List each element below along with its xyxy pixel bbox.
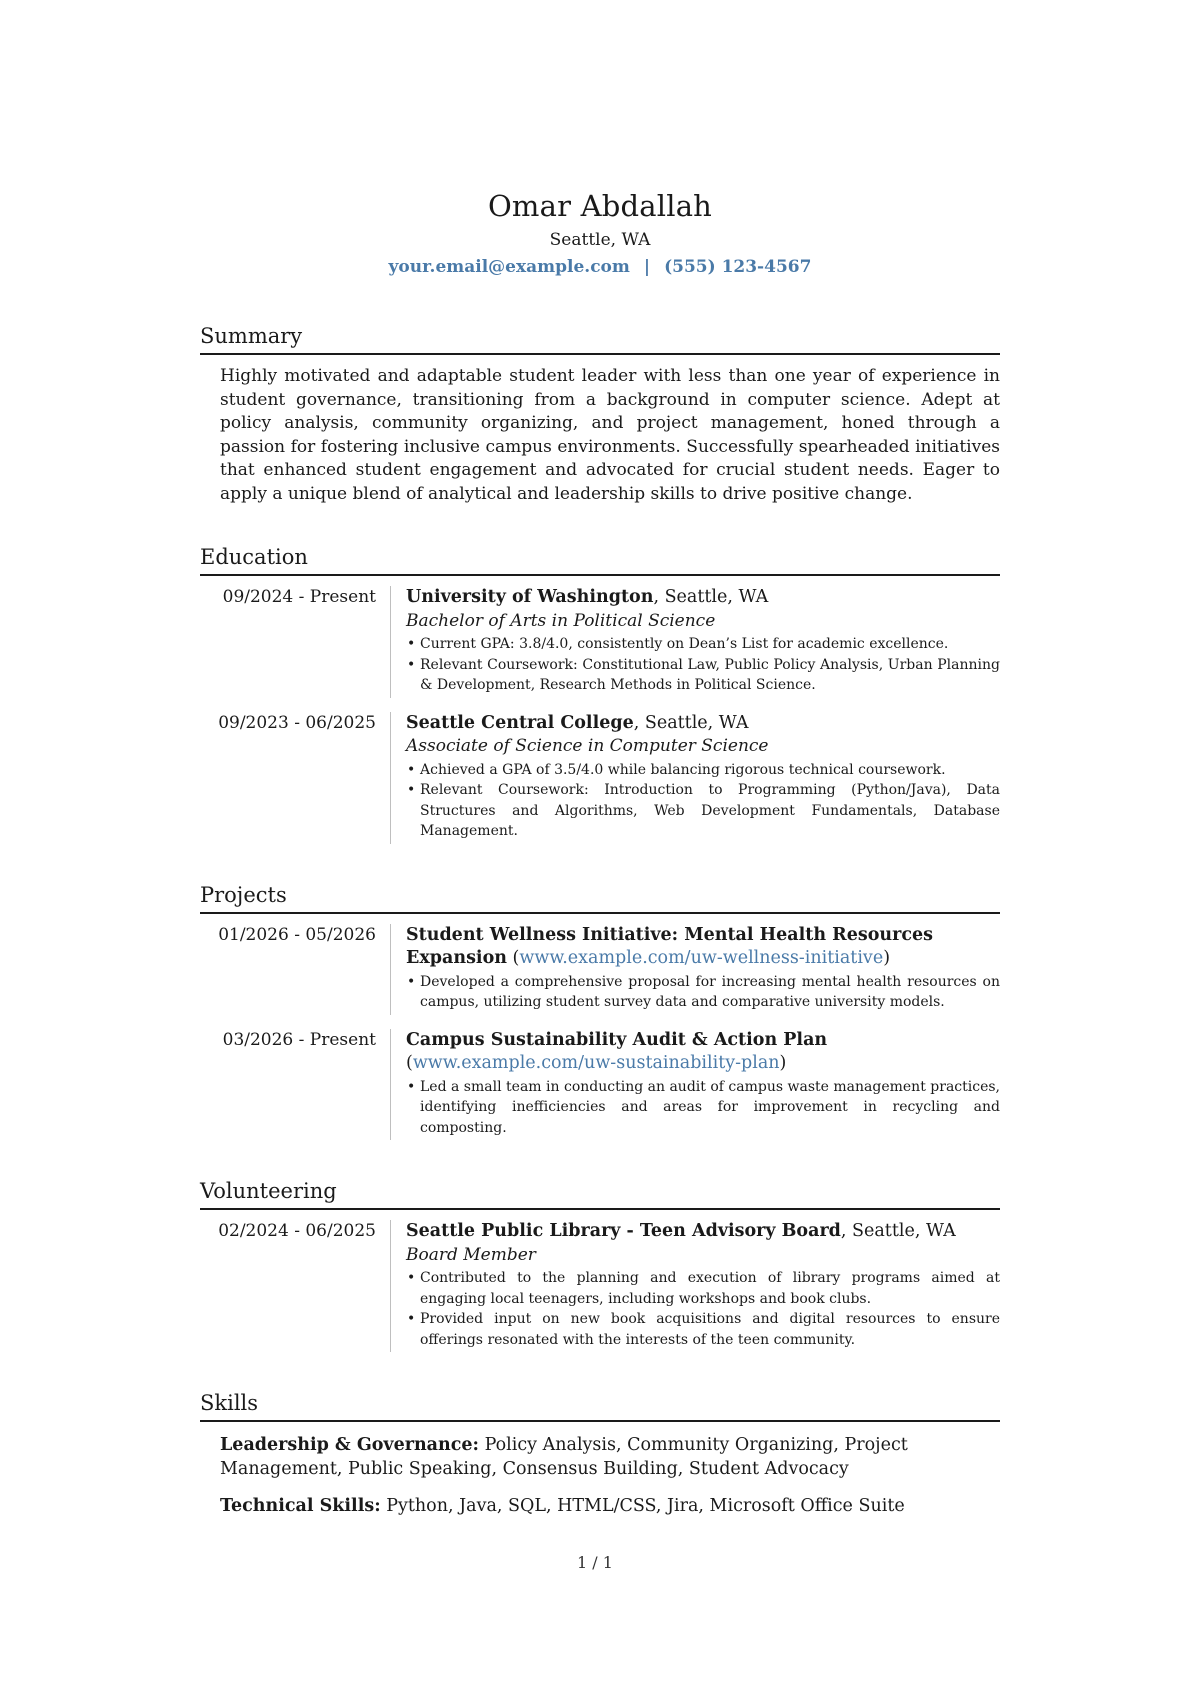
skill-group-items: Policy Analysis, Community Organizing, Project Management, Public Speaking, Consensus Building, Student Advocacy	[220, 1435, 908, 1479]
entry-title	[406, 924, 1000, 971]
skills-heading: Skills	[200, 1388, 1000, 1422]
entry-date: 01/2026 - 05/2026	[218, 924, 376, 945]
education-section	[200, 542, 1000, 844]
institution-name: Seattle Central College	[406, 712, 634, 733]
bullet-list	[406, 760, 1000, 842]
summary-text: Highly motivated and adaptable student leader with less than one year of experience in student governance, transitioning from a background in computer science. Adept at policy analysis, community organizing, and project management, honed through a passion for fostering inclusive campus environments. Successfully spearheaded initiatives that enhanced student engagement and advocated for crucial student needs. Eager to apply a unique blend of analytical and leadership skills to drive positive change.	[220, 366, 1000, 504]
bullet-item: • Relevant Coursework: Constitutional Law, Public Policy Analysis, Urban Planning & Development, Research Methods in Political Science.	[406, 655, 1000, 696]
phone-link[interactable]: (555) 123-4567	[664, 257, 812, 277]
project-title: Student Wellness Initiative: Mental Health Resources Expansion	[406, 924, 933, 968]
education-entry	[200, 712, 1000, 844]
bullet-item: • Developed a comprehensive proposal for increasing mental health resources on campus, utilizing student survey data and comparative university models.	[406, 972, 1000, 1013]
resume-page	[200, 188, 1000, 1533]
skill-group-items: Python, Java, SQL, HTML/CSS, Jira, Microsoft Office Suite	[380, 1496, 905, 1516]
role: Board Member	[406, 1244, 536, 1265]
degree: Associate of Science in Computer Science	[406, 736, 769, 756]
entry-title	[406, 586, 1000, 610]
entry-body	[390, 586, 1000, 698]
project-link[interactable]: www.example.com/uw-sustainability-plan	[412, 1053, 780, 1073]
degree: Bachelor of Arts in Political Science	[406, 610, 716, 631]
institution-place: , Seattle, WA	[633, 712, 749, 733]
entry-date: 09/2023 - 06/2025	[218, 712, 376, 733]
skills-list	[220, 1434, 1000, 1519]
bullet-list	[406, 972, 1000, 1013]
volunteering-entry	[200, 1220, 1000, 1352]
entry-title	[406, 1029, 1000, 1076]
paren-open: (	[406, 1053, 413, 1073]
entry-date: 03/2026 - Present	[222, 1029, 376, 1050]
institution-place: , Seattle, WA	[653, 587, 769, 607]
education-entry	[200, 586, 1000, 698]
bullet-item: • Current GPA: 3.8/4.0, consistently on Dean’s List for academic excellence.	[406, 634, 1000, 655]
candidate-name: Omar Abdallah	[487, 189, 713, 223]
organization-place: , Seattle, WA	[840, 1221, 956, 1241]
entry-body	[390, 924, 1000, 1015]
bullet-item: • Led a small team in conducting an audit of campus waste management practices, identifying inefficiencies and areas for improvement in recycling and composting.	[406, 1077, 1000, 1139]
bullet-list	[406, 1077, 1000, 1139]
summary-heading: Summary	[200, 321, 1000, 355]
email-link[interactable]: your.email@example.com	[388, 257, 630, 277]
summary-section	[200, 321, 1000, 506]
resume-header	[200, 188, 1000, 279]
bullet-item: • Relevant Coursework: Introduction to Programming (Python/Java), Data Structures and Algorithms, Web Development Fundamentals, Database Management.	[406, 780, 1000, 842]
bullet-item: • Provided input on new book acquisitions and digital resources to ensure offerings resonated with the interests of the teen community.	[406, 1309, 1000, 1350]
institution-name: University of Washington	[406, 587, 654, 607]
bullet-list	[406, 634, 1000, 696]
education-heading: Education	[200, 542, 1000, 576]
paren-close: )	[883, 948, 891, 968]
projects-heading: Projects	[200, 880, 1000, 914]
volunteering-section	[200, 1176, 1000, 1352]
paren-open: (	[506, 948, 520, 968]
paren-close: )	[779, 1053, 787, 1073]
skill-group-label: Technical Skills:	[220, 1496, 381, 1516]
skill-group	[220, 1434, 1000, 1481]
organization-name: Seattle Public Library - Teen Advisory Board	[406, 1221, 841, 1241]
entry-date: 02/2024 - 06/2025	[218, 1221, 376, 1241]
bullet-item: • Achieved a GPA of 3.5/4.0 while balancing rigorous technical coursework.	[406, 760, 1000, 781]
entry-body	[390, 1029, 1000, 1141]
entry-body	[390, 1220, 1000, 1352]
project-title: Campus Sustainability Audit & Action Plan	[406, 1029, 828, 1050]
skill-group	[220, 1495, 1000, 1519]
skills-section	[200, 1388, 1000, 1519]
project-entry	[200, 1029, 1000, 1141]
page-number: 1 / 1	[577, 1553, 613, 1572]
entry-title	[406, 712, 1000, 736]
entry-body	[390, 712, 1000, 844]
contact-separator: |	[643, 257, 651, 277]
project-link[interactable]: www.example.com/uw-wellness-initiative	[519, 948, 884, 968]
contact-line	[200, 255, 1000, 279]
volunteering-heading: Volunteering	[200, 1176, 1000, 1210]
bullet-list	[406, 1268, 1000, 1350]
projects-section	[200, 880, 1000, 1141]
project-entry	[200, 924, 1000, 1015]
entry-title	[406, 1220, 1000, 1244]
bullet-item: • Contributed to the planning and execution of library programs aimed at engaging local teenagers, including workshops and book clubs.	[406, 1268, 1000, 1309]
candidate-location: Seattle, WA	[549, 230, 651, 250]
skill-group-label: Leadership & Governance:	[220, 1435, 479, 1455]
entry-date: 09/2024 - Present	[222, 587, 376, 607]
